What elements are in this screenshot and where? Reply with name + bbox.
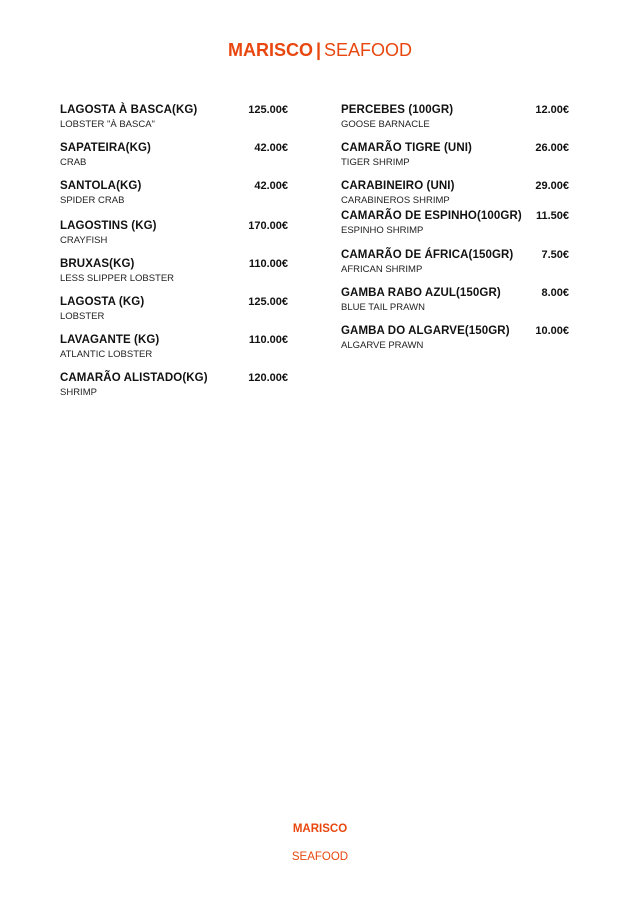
item-translation: BLUE TAIL PRAWN (341, 302, 425, 313)
title-light: SEAFOOD (324, 40, 413, 60)
item-price: 125.00€ (248, 296, 288, 308)
menu-item (60, 258, 288, 284)
item-translation: AFRICAN SHRIMP (341, 264, 423, 275)
menu-item (341, 325, 569, 351)
item-name: LAVAGANTE (KG) (60, 334, 160, 346)
menu-item (341, 104, 569, 130)
menu-item (60, 180, 288, 206)
item-name: CAMARÃO DE ÁFRICA(150GR) (341, 249, 514, 261)
item-price: 26.00€ (535, 142, 569, 154)
item-name: CAMARÃO TIGRE (UNI) (341, 142, 472, 154)
menu-item (60, 334, 288, 360)
menu-item (60, 372, 288, 398)
item-price: 11.50€ (535, 210, 569, 222)
item-price: 7.50€ (541, 249, 569, 261)
menu-item (341, 180, 569, 206)
menu-item (60, 104, 288, 130)
footer-subtitle: SEAFOOD (291, 851, 349, 863)
item-translation: ESPINHO SHRIMP (341, 225, 424, 236)
item-name: LAGOSTINS (KG) (60, 220, 157, 232)
item-price: 120.00€ (248, 372, 288, 384)
item-translation: CRAB (60, 157, 87, 168)
title-bold: MARISCO (227, 40, 313, 60)
item-price: 170.00€ (248, 220, 288, 232)
item-translation: LESS SLIPPER LOBSTER (60, 273, 175, 284)
item-price: 10.00€ (535, 325, 569, 337)
menu-item (60, 296, 288, 322)
item-price: 8.00€ (541, 287, 569, 299)
item-name: SAPATEIRA(KG) (60, 142, 151, 154)
item-translation: GOOSE BARNACLE (341, 119, 430, 130)
item-translation: ATLANTIC LOBSTER (60, 349, 153, 360)
footer-title: MARISCO (292, 823, 348, 835)
item-name: GAMBA RABO AZUL(150GR) (341, 287, 501, 299)
menu-item (341, 210, 569, 236)
item-price: 12.00€ (535, 104, 569, 116)
item-translation: CRAYFISH (60, 235, 108, 246)
title-separator: | (315, 40, 322, 60)
item-name: LAGOSTA (KG) (60, 296, 145, 308)
item-name: SANTOLA(KG) (60, 180, 142, 192)
item-price: 29.00€ (535, 180, 569, 192)
item-translation: SPIDER CRAB (60, 195, 125, 206)
item-price: 42.00€ (254, 142, 288, 154)
menu-item (60, 142, 288, 168)
item-translation: CARABINEROS SHRIMP (341, 195, 450, 206)
item-price: 110.00€ (248, 334, 288, 346)
item-name: CAMARÃO ALISTADO(KG) (60, 372, 208, 384)
item-price: 110.00€ (248, 258, 288, 270)
menu-item (341, 287, 569, 313)
page-title (0, 40, 640, 61)
item-name: PERCEBES (100GR) (341, 104, 454, 116)
item-translation: LOBSTER (60, 311, 105, 322)
menu-item (341, 142, 569, 168)
item-name: CAMARÃO DE ESPINHO(100GR) (341, 210, 522, 222)
item-translation: LOBSTER "À BASCA" (60, 119, 155, 130)
item-price: 125.00€ (248, 104, 288, 116)
menu-item (341, 249, 569, 275)
item-translation: ALGARVE PRAWN (341, 340, 424, 351)
menu-item (60, 220, 288, 246)
item-price: 42.00€ (254, 180, 288, 192)
item-translation: SHRIMP (60, 387, 97, 398)
item-name: CARABINEIRO (UNI) (341, 180, 455, 192)
item-translation: TIGER SHRIMP (341, 157, 410, 168)
item-name: BRUXAS(KG) (60, 258, 135, 270)
item-name: LAGOSTA À BASCA(KG) (60, 104, 198, 116)
item-name: GAMBA DO ALGARVE(150GR) (341, 325, 510, 337)
